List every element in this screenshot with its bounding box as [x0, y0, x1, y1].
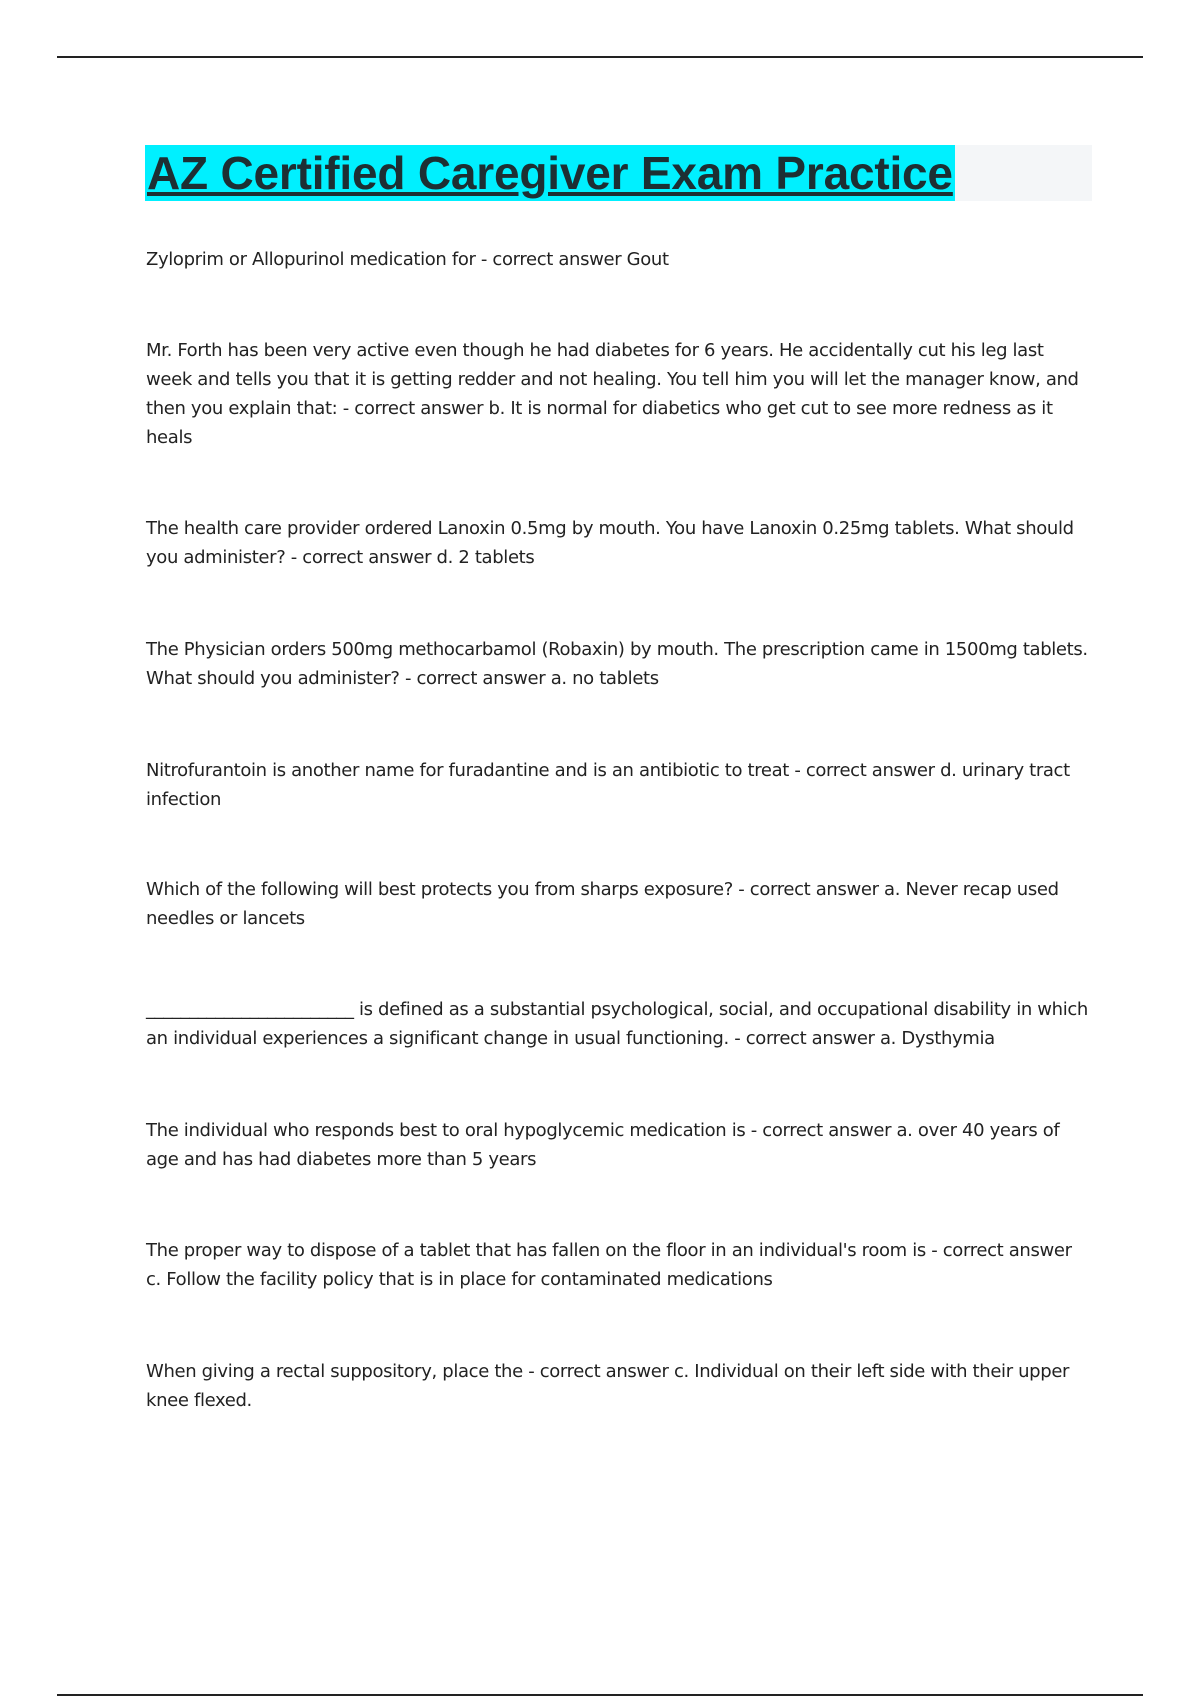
qa-item: The health care provider ordered Lanoxin 0.5mg by mouth. You have Lanoxin 0.25mg tablets. What should you administer? - correct answer d. 2 tablets [146, 518, 1074, 568]
qa-item: Mr. Forth has been very active even though he had diabetes for 6 years. He accidentally cut his leg last week and tells you that it is getting redder and not healing. You tell him you will let the manager know, and then you explain that: - correct answer b. It is normal for diabetics who get cut to see more redness as it heals [146, 340, 1079, 448]
page-title: AZ Certified Caregiver Exam Practice [147, 147, 953, 199]
footer-rule [57, 1694, 1143, 1696]
qa-item: The individual who responds best to oral hypoglycemic medication is - correct answer a. over 40 years of age and has had diabetes more than 5 years [146, 1120, 1060, 1170]
header-rule [57, 56, 1143, 58]
qa-item: ________________________ is defined as a substantial psychological, social, and occupational disability in which an individual experiences a significant change in usual functioning. - correct answer a. Dysthymia [146, 999, 1088, 1049]
qa-item: Nitrofurantoin is another name for furadantine and is an antibiotic to treat - correct answer d. urinary tract infection [146, 760, 1070, 810]
qa-item: When giving a rectal suppository, place the - correct answer c. Individual on their left side with their upper knee flexed. [146, 1361, 1070, 1411]
qa-item: The proper way to dispose of a tablet that has fallen on the floor in an individual's room is - correct answer c. Follow the facility policy that is in place for contaminated medications [146, 1240, 1072, 1290]
qa-item: Zyloprim or Allopurinol medication for - correct answer Gout [146, 249, 669, 270]
qa-item: Which of the following will best protects you from sharps exposure? - correct answer a. Never recap used needles or lancets [146, 879, 1059, 929]
qa-item: The Physician orders 500mg methocarbamol (Robaxin) by mouth. The prescription came in 1500mg tablets. What should you administer? - correct answer a. no tablets [146, 639, 1088, 689]
